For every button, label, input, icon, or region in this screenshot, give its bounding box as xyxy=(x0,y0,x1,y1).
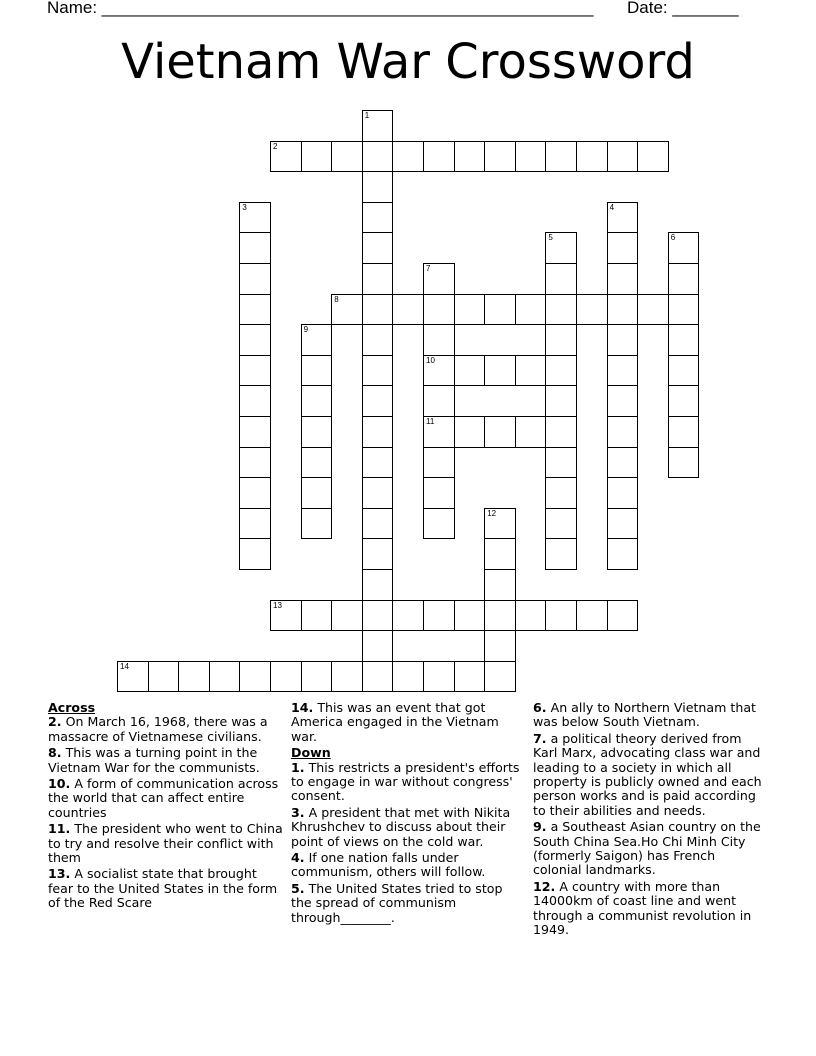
grid-cell[interactable] xyxy=(576,600,608,632)
grid-cell[interactable] xyxy=(362,202,394,234)
grid-cell[interactable] xyxy=(301,661,333,693)
grid-cell[interactable] xyxy=(239,324,271,356)
grid-cell[interactable] xyxy=(239,538,271,570)
grid-cell[interactable] xyxy=(301,141,333,173)
date-field: Date: _______ xyxy=(627,0,739,17)
clue-number: 13 xyxy=(273,600,282,610)
grid-cell[interactable] xyxy=(484,508,516,540)
clue-down-7: 7. a political theory derived from Karl Marx, advocating class war and leading to a society in which all property is publicly owned and each person works and is paid according to their abilities and needs. xyxy=(533,730,762,818)
clue-number: 2 xyxy=(273,141,278,151)
grid-cell[interactable] xyxy=(545,508,577,540)
across-heading: Across xyxy=(48,700,96,715)
grid-cell[interactable] xyxy=(392,600,424,632)
clue-across-8: 8. This was a turning point in the Vietnam War for the communists. xyxy=(48,745,260,775)
grid-cell[interactable] xyxy=(362,171,394,203)
grid-cell[interactable] xyxy=(484,661,516,693)
grid-cell[interactable] xyxy=(484,538,516,570)
grid-cell[interactable] xyxy=(362,385,394,417)
grid-cell[interactable] xyxy=(515,141,547,173)
grid-cell[interactable] xyxy=(239,508,271,540)
clue-number: 12 xyxy=(487,508,497,518)
grid-cell[interactable] xyxy=(607,385,639,417)
grid-cell[interactable] xyxy=(454,141,486,173)
grid-cell[interactable] xyxy=(484,294,516,326)
grid-cell[interactable] xyxy=(668,324,700,356)
clue-across-14: 14. This was an event that got America engaged in the Vietnam war. xyxy=(291,700,499,744)
grid-cell[interactable] xyxy=(484,355,516,387)
grid-cell[interactable] xyxy=(454,355,486,387)
grid-cell[interactable] xyxy=(545,263,577,295)
grid-cell[interactable] xyxy=(637,141,669,173)
clue-down-6: 6. An ally to Northern Vietnam that was below South Vietnam. xyxy=(533,700,756,730)
grid-cell[interactable] xyxy=(515,355,547,387)
grid-cell[interactable] xyxy=(148,661,180,693)
grid-cell[interactable] xyxy=(607,416,639,448)
grid-cell[interactable] xyxy=(607,447,639,479)
grid-cell[interactable] xyxy=(607,600,639,632)
grid-cell[interactable] xyxy=(392,661,424,693)
grid-cell[interactable] xyxy=(239,416,271,448)
clue-down-12: 12. A country with more than 14000km of coast line and went through a communist revolution in 1949. xyxy=(533,878,752,938)
grid-cell[interactable] xyxy=(423,263,455,295)
grid-cell[interactable] xyxy=(607,141,639,173)
grid-cell[interactable] xyxy=(607,355,639,387)
grid-cell[interactable] xyxy=(423,416,455,448)
grid-cell[interactable] xyxy=(668,355,700,387)
clue-number: 10 xyxy=(426,355,435,365)
grid-cell[interactable] xyxy=(454,661,486,693)
grid-cell[interactable] xyxy=(545,232,577,264)
clues-column-3 xyxy=(533,701,763,940)
grid-cell[interactable] xyxy=(423,385,455,417)
grid-cell[interactable] xyxy=(362,324,394,356)
grid-cell[interactable] xyxy=(484,630,516,662)
clue-down-3: 3. A president that met with Nikita Khrushchev to discuss about their point of views on the cold war. xyxy=(291,804,511,849)
grid-cell[interactable] xyxy=(270,661,302,693)
grid-cell[interactable] xyxy=(484,600,516,632)
clue-number: 14 xyxy=(120,661,129,671)
grid-cell[interactable] xyxy=(239,232,271,264)
grid-cell[interactable] xyxy=(423,508,455,540)
grid-cell[interactable] xyxy=(362,538,394,570)
grid-cell[interactable] xyxy=(239,294,271,326)
grid-cell[interactable] xyxy=(576,294,608,326)
clue-number: 9 xyxy=(303,325,309,335)
grid-cell[interactable] xyxy=(423,355,455,387)
grid-cell[interactable] xyxy=(362,600,394,632)
grid-cell[interactable] xyxy=(545,447,577,479)
grid-cell[interactable] xyxy=(484,141,516,173)
grid-cell[interactable] xyxy=(423,600,455,632)
grid-cell[interactable] xyxy=(331,600,363,632)
grid-cell[interactable] xyxy=(331,141,363,173)
grid-cell[interactable] xyxy=(607,294,639,326)
grid-cell[interactable] xyxy=(362,110,394,142)
clues-column-1 xyxy=(48,701,284,913)
grid-cell[interactable] xyxy=(301,416,333,448)
grid-cell[interactable] xyxy=(454,416,486,448)
grid-cell[interactable] xyxy=(209,661,241,693)
grid-cell[interactable] xyxy=(607,477,639,509)
clue-across-10: 10. A form of communication across the world that can affect entire countries xyxy=(48,776,279,820)
clue-number: 11 xyxy=(426,417,435,426)
grid-cell[interactable] xyxy=(454,600,486,632)
grid-cell[interactable] xyxy=(392,141,424,173)
grid-cell[interactable] xyxy=(545,477,577,509)
grid-cell[interactable] xyxy=(576,141,608,173)
grid-cell[interactable] xyxy=(545,600,577,632)
grid-cell[interactable] xyxy=(545,416,577,448)
clue-across-13: 13. A socialist state that brought fear to the United States in the form of the Red Scare xyxy=(48,866,278,911)
grid-cell[interactable] xyxy=(423,447,455,479)
grid-cell[interactable] xyxy=(362,294,394,326)
grid-cell[interactable] xyxy=(362,141,394,173)
grid-cell[interactable] xyxy=(545,294,577,326)
name-field: Name: ____________________________________________________ xyxy=(47,0,594,17)
grid-cell[interactable] xyxy=(607,263,639,295)
clue-down-5: 5. The United States tried to stop the spread of communism through________. xyxy=(291,880,503,925)
grid-cell[interactable] xyxy=(545,141,577,173)
grid-cell[interactable] xyxy=(484,569,516,601)
grid-cell[interactable] xyxy=(545,538,577,570)
grid-cell[interactable] xyxy=(607,538,639,570)
grid-cell[interactable] xyxy=(515,416,547,448)
grid-cell[interactable] xyxy=(362,416,394,448)
grid-cell[interactable] xyxy=(178,661,210,693)
clue-down-9: 9. a Southeast Asian country on the South China Sea.Ho Chi Minh City (formerly Saigon) has French colonial landmarks. xyxy=(533,819,761,878)
grid-cell[interactable] xyxy=(423,477,455,509)
grid-cell[interactable] xyxy=(454,294,486,326)
clue-down-4: 4. If one nation falls under communism, others will follow. xyxy=(291,850,486,880)
grid-cell[interactable] xyxy=(239,447,271,479)
grid-cell[interactable] xyxy=(545,324,577,356)
grid-cell[interactable] xyxy=(270,141,302,173)
grid-cell[interactable] xyxy=(301,324,333,356)
clue-number: 6 xyxy=(670,233,676,243)
grid-cell[interactable] xyxy=(301,355,333,387)
grid-cell[interactable] xyxy=(239,661,271,693)
clue-down-1: 1. This restricts a president's efforts to engage in war without congress' consent. xyxy=(291,759,520,804)
grid-cell[interactable] xyxy=(362,508,394,540)
grid-cell[interactable] xyxy=(668,385,700,417)
grid-cell[interactable] xyxy=(362,263,394,295)
grid-cell[interactable] xyxy=(423,141,455,173)
grid-cell[interactable] xyxy=(607,508,639,540)
grid-cell[interactable] xyxy=(239,355,271,387)
grid-cell[interactable] xyxy=(239,202,271,234)
clue-number: 3 xyxy=(242,202,247,212)
clue-number: 5 xyxy=(548,233,553,243)
grid-cell[interactable] xyxy=(301,477,333,509)
grid-cell[interactable] xyxy=(362,477,394,509)
grid-cell[interactable] xyxy=(545,385,577,417)
grid-cell[interactable] xyxy=(362,569,394,601)
grid-cell[interactable] xyxy=(362,355,394,387)
grid-cell[interactable] xyxy=(362,447,394,479)
clue-number: 4 xyxy=(609,202,615,212)
grid-cell[interactable] xyxy=(515,600,547,632)
grid-cell[interactable] xyxy=(117,661,149,693)
grid-cell[interactable] xyxy=(423,324,455,356)
clue-across-11: 11. The president who went to China to try and resolve their conflict with them xyxy=(48,821,283,866)
grid-cell[interactable] xyxy=(239,263,271,295)
grid-cell[interactable] xyxy=(515,294,547,326)
page-title: Vietnam War Crossword xyxy=(121,34,695,90)
grid-cell[interactable] xyxy=(668,447,700,479)
grid-cell[interactable] xyxy=(423,661,455,693)
grid-cell[interactable] xyxy=(239,385,271,417)
clues-column-2 xyxy=(291,701,523,927)
grid-cell[interactable] xyxy=(668,416,700,448)
grid-cell[interactable] xyxy=(331,294,363,326)
down-heading: Down xyxy=(291,745,331,761)
grid-cell[interactable] xyxy=(545,355,577,387)
grid-cell[interactable] xyxy=(392,294,424,326)
grid-cell[interactable] xyxy=(423,294,455,326)
grid-cell[interactable] xyxy=(362,661,394,693)
grid-cell[interactable] xyxy=(607,232,639,264)
grid-cell[interactable] xyxy=(637,294,669,326)
grid-cell[interactable] xyxy=(362,630,394,662)
grid-cell[interactable] xyxy=(668,232,700,264)
clue-across-2: 2. On March 16, 1968, there was a massacre of Vietnamese civilians. xyxy=(48,714,268,744)
grid-cell[interactable] xyxy=(331,661,363,693)
grid-cell[interactable] xyxy=(607,202,639,234)
grid-cell[interactable] xyxy=(668,294,700,326)
grid-cell[interactable] xyxy=(668,263,700,295)
grid-cell[interactable] xyxy=(270,600,302,632)
grid-cell[interactable] xyxy=(301,385,333,417)
clue-number: 1 xyxy=(364,111,370,120)
grid-cell[interactable] xyxy=(301,508,333,540)
clue-number: 8 xyxy=(334,294,339,304)
clue-number: 7 xyxy=(426,264,431,273)
grid-cell[interactable] xyxy=(484,416,516,448)
grid-cell[interactable] xyxy=(301,600,333,632)
grid-cell[interactable] xyxy=(362,232,394,264)
grid-cell[interactable] xyxy=(607,324,639,356)
grid-cell[interactable] xyxy=(239,477,271,509)
grid-cell[interactable] xyxy=(301,447,333,479)
